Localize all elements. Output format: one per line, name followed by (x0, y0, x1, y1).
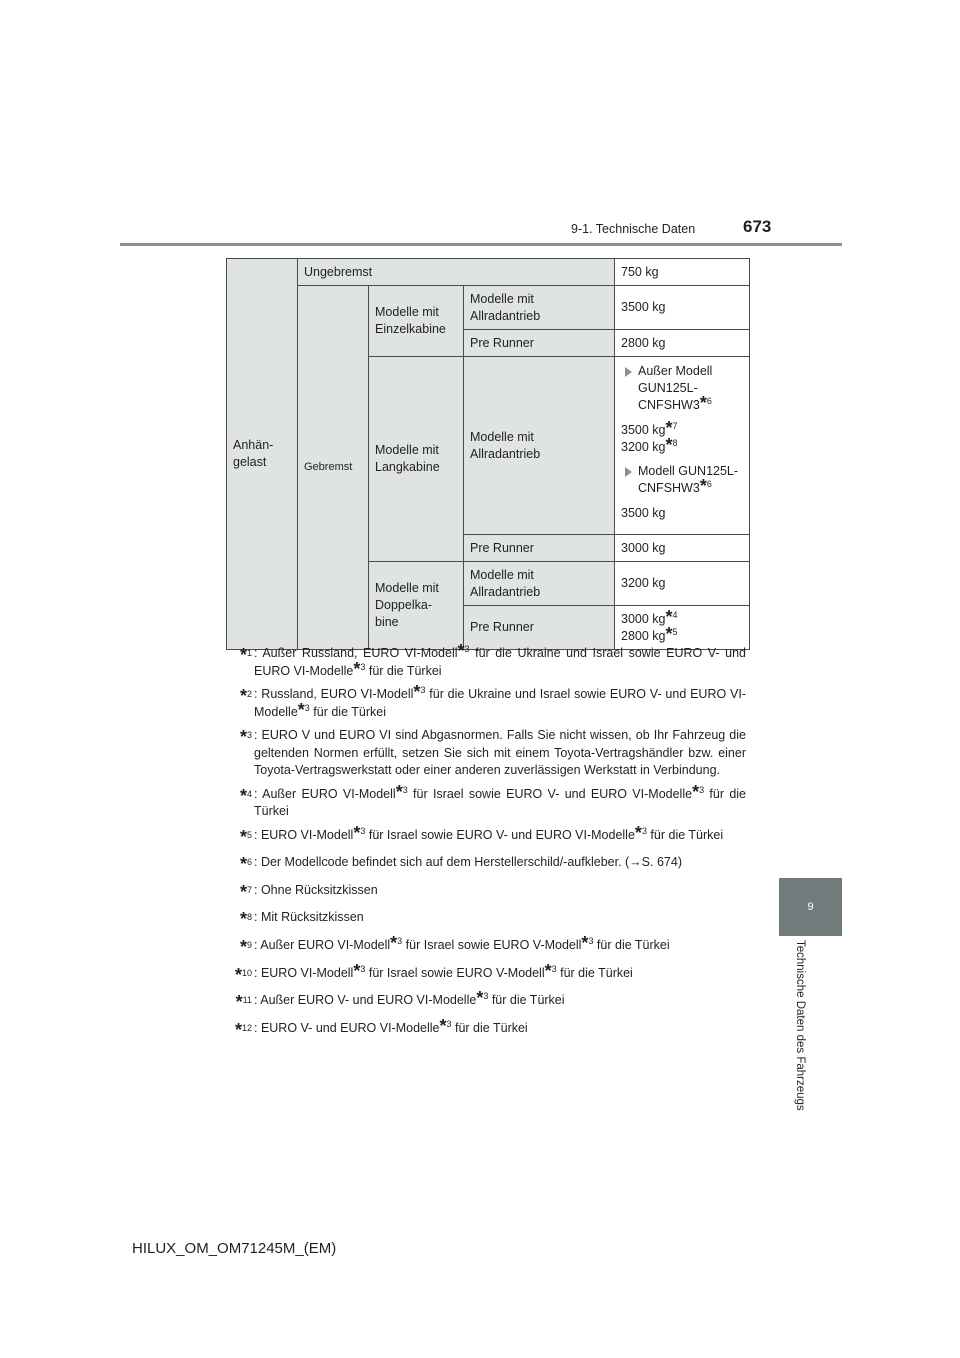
footnote (226, 781, 747, 821)
arrow-right-icon (625, 367, 632, 377)
lang-label: Modelle mit Langkabine (369, 357, 464, 562)
footnote-marker: *$^5$ (239, 826, 252, 847)
footnote-text: : Außer EURO V- und EURO VI-Modelle*$^3$ für die Türkei (254, 988, 565, 1009)
weight-values: 3500 kg*$^7$ 3200 kg*$^8$ (621, 417, 678, 455)
footnote-text: : Russland, EURO VI-Modell*$^3$ für die Ukraine und Israel sowie EURO V- und EURO VI-Modelle*$^3$ für die Türkei (254, 682, 747, 720)
footnote (226, 988, 746, 1014)
footnote (226, 960, 746, 987)
footnote-text: : Außer Russland, EURO VI-Modell*$^3$ für die Ukraine und Israel sowie EURO V- und EURO VI-Modelle*$^3$ für die Türkei (254, 641, 746, 679)
header-rule (120, 243, 842, 246)
gebremst-label: Gebremst (298, 286, 369, 650)
ungebremst-value: 750 kg (615, 259, 750, 286)
footnote (226, 682, 747, 721)
footnote-text: : Der Modellcode befindet sich auf dem Herstellerschild/-aufkleber. (→S. 674) (254, 855, 682, 870)
footnote (226, 641, 746, 680)
footnote-marker: *$^9$ (239, 937, 252, 958)
footnote-text: : EURO VI-Modell*$^3$ für Israel sowie EURO V-Modell*$^3$ für die Türkei (254, 960, 633, 981)
doppel-allrad-label: Modelle mit Allradantrieb (464, 562, 615, 606)
footnote-text: : Ohne Rücksitzkissen (254, 882, 378, 897)
footnote (226, 882, 746, 904)
footnote-text: : EURO V und EURO VI sind Abgasnormen. Falls Sie nicht wissen, ob Ihr Fahrzeug die geltenden Normen erfüllt, setzen Sie sich mit einem Toyota-Vertragshändler bzw. einer Toyota-Vertragswerkstatt oder einer anderen zuverlässigen Werkstatt in Verbindung. (254, 728, 746, 777)
ungebremst-label: Ungebremst (298, 259, 615, 286)
lang-allrad-values (615, 357, 750, 535)
footnote-text: : Mit Rücksitzkissen (254, 910, 364, 925)
footnote-marker: *$^{12}$ (234, 1020, 252, 1041)
einzel-label: Modelle mit Einzelkabine (369, 286, 464, 357)
footnote-text: : EURO VI-Modell*$^3$ für Israel sowie EURO V- und EURO VI-Modelle*$^3$ für die Türkei (254, 822, 724, 843)
footnote-text: : EURO V- und EURO VI-Modelle*$^3$ für die Türkei (254, 1016, 528, 1037)
einzel-prerunner-label: Pre Runner (464, 330, 615, 357)
chapter-tab[interactable]: 9 (779, 878, 842, 936)
page-number: 673 (743, 217, 772, 236)
footnote-marker: *$^8$ (239, 909, 252, 930)
lang-prerunner-label: Pre Runner (464, 535, 615, 562)
arrow-right-icon (625, 467, 632, 477)
anhaengelast-label: Anhän- gelast (227, 259, 298, 650)
footnote-marker: *$^7$ (239, 881, 252, 902)
lang-allrad-label: Modelle mit Allradantrieb (464, 357, 615, 535)
footnote (226, 1016, 746, 1042)
bullet-item: Außer Modell GUN125L- CNFSHW3*$^6$ (621, 363, 743, 414)
footnote (226, 822, 746, 849)
lang-prerunner-value: 3000 kg (615, 535, 750, 562)
section-title: 9-1. Technische Daten (571, 222, 696, 236)
einzel-allrad-value: 3500 kg (615, 286, 750, 330)
doppel-prerunner-values: 3000 kg*$^4$ 2800 kg*$^5$ (615, 606, 750, 650)
doppel-allrad-value: 3200 kg (615, 562, 750, 606)
einzel-prerunner-value: 2800 kg (615, 330, 750, 357)
footnote-text: : Außer EURO VI-Modell*$^3$ für Israel sowie EURO V- und EURO VI-Modelle*$^3$ für die Türkei (254, 781, 747, 818)
footnote-marker: *$^1$ (239, 645, 252, 666)
weight-value: 3500 kg (621, 506, 666, 521)
footnote-marker: *$^{11}$ (235, 992, 252, 1013)
einzel-allrad-label: Modelle mit Allradantrieb (464, 286, 615, 330)
doppel-label: Modelle mit Doppelka- bine (369, 562, 464, 650)
footnotes (226, 641, 747, 1048)
footnote (226, 727, 746, 780)
footnote-marker: *$^6$ (239, 854, 252, 875)
footnote-text: : Außer EURO VI-Modell*$^3$ für Israel sowie EURO V-Modell*$^3$ für die Türkei (254, 933, 670, 954)
doppel-prerunner-label: Pre Runner (464, 606, 615, 650)
footnote (226, 854, 746, 876)
chapter-label: Technische Daten des Fahrzeugs (794, 940, 806, 1111)
trailer-load-table (226, 258, 750, 650)
footnote-marker: *$^{10}$ (234, 964, 252, 985)
footnote (226, 933, 746, 959)
footnote-marker: *$^3$ (239, 727, 252, 748)
bullet-item: Modell GUN125L- CNFSHW3*$^6$ (621, 463, 743, 497)
document-code: HILUX_OM_OM71245M_(EM) (132, 1240, 337, 1257)
footnote-marker: *$^2$ (239, 686, 252, 707)
footnote-marker: *$^4$ (239, 785, 252, 806)
footnote (226, 909, 746, 931)
